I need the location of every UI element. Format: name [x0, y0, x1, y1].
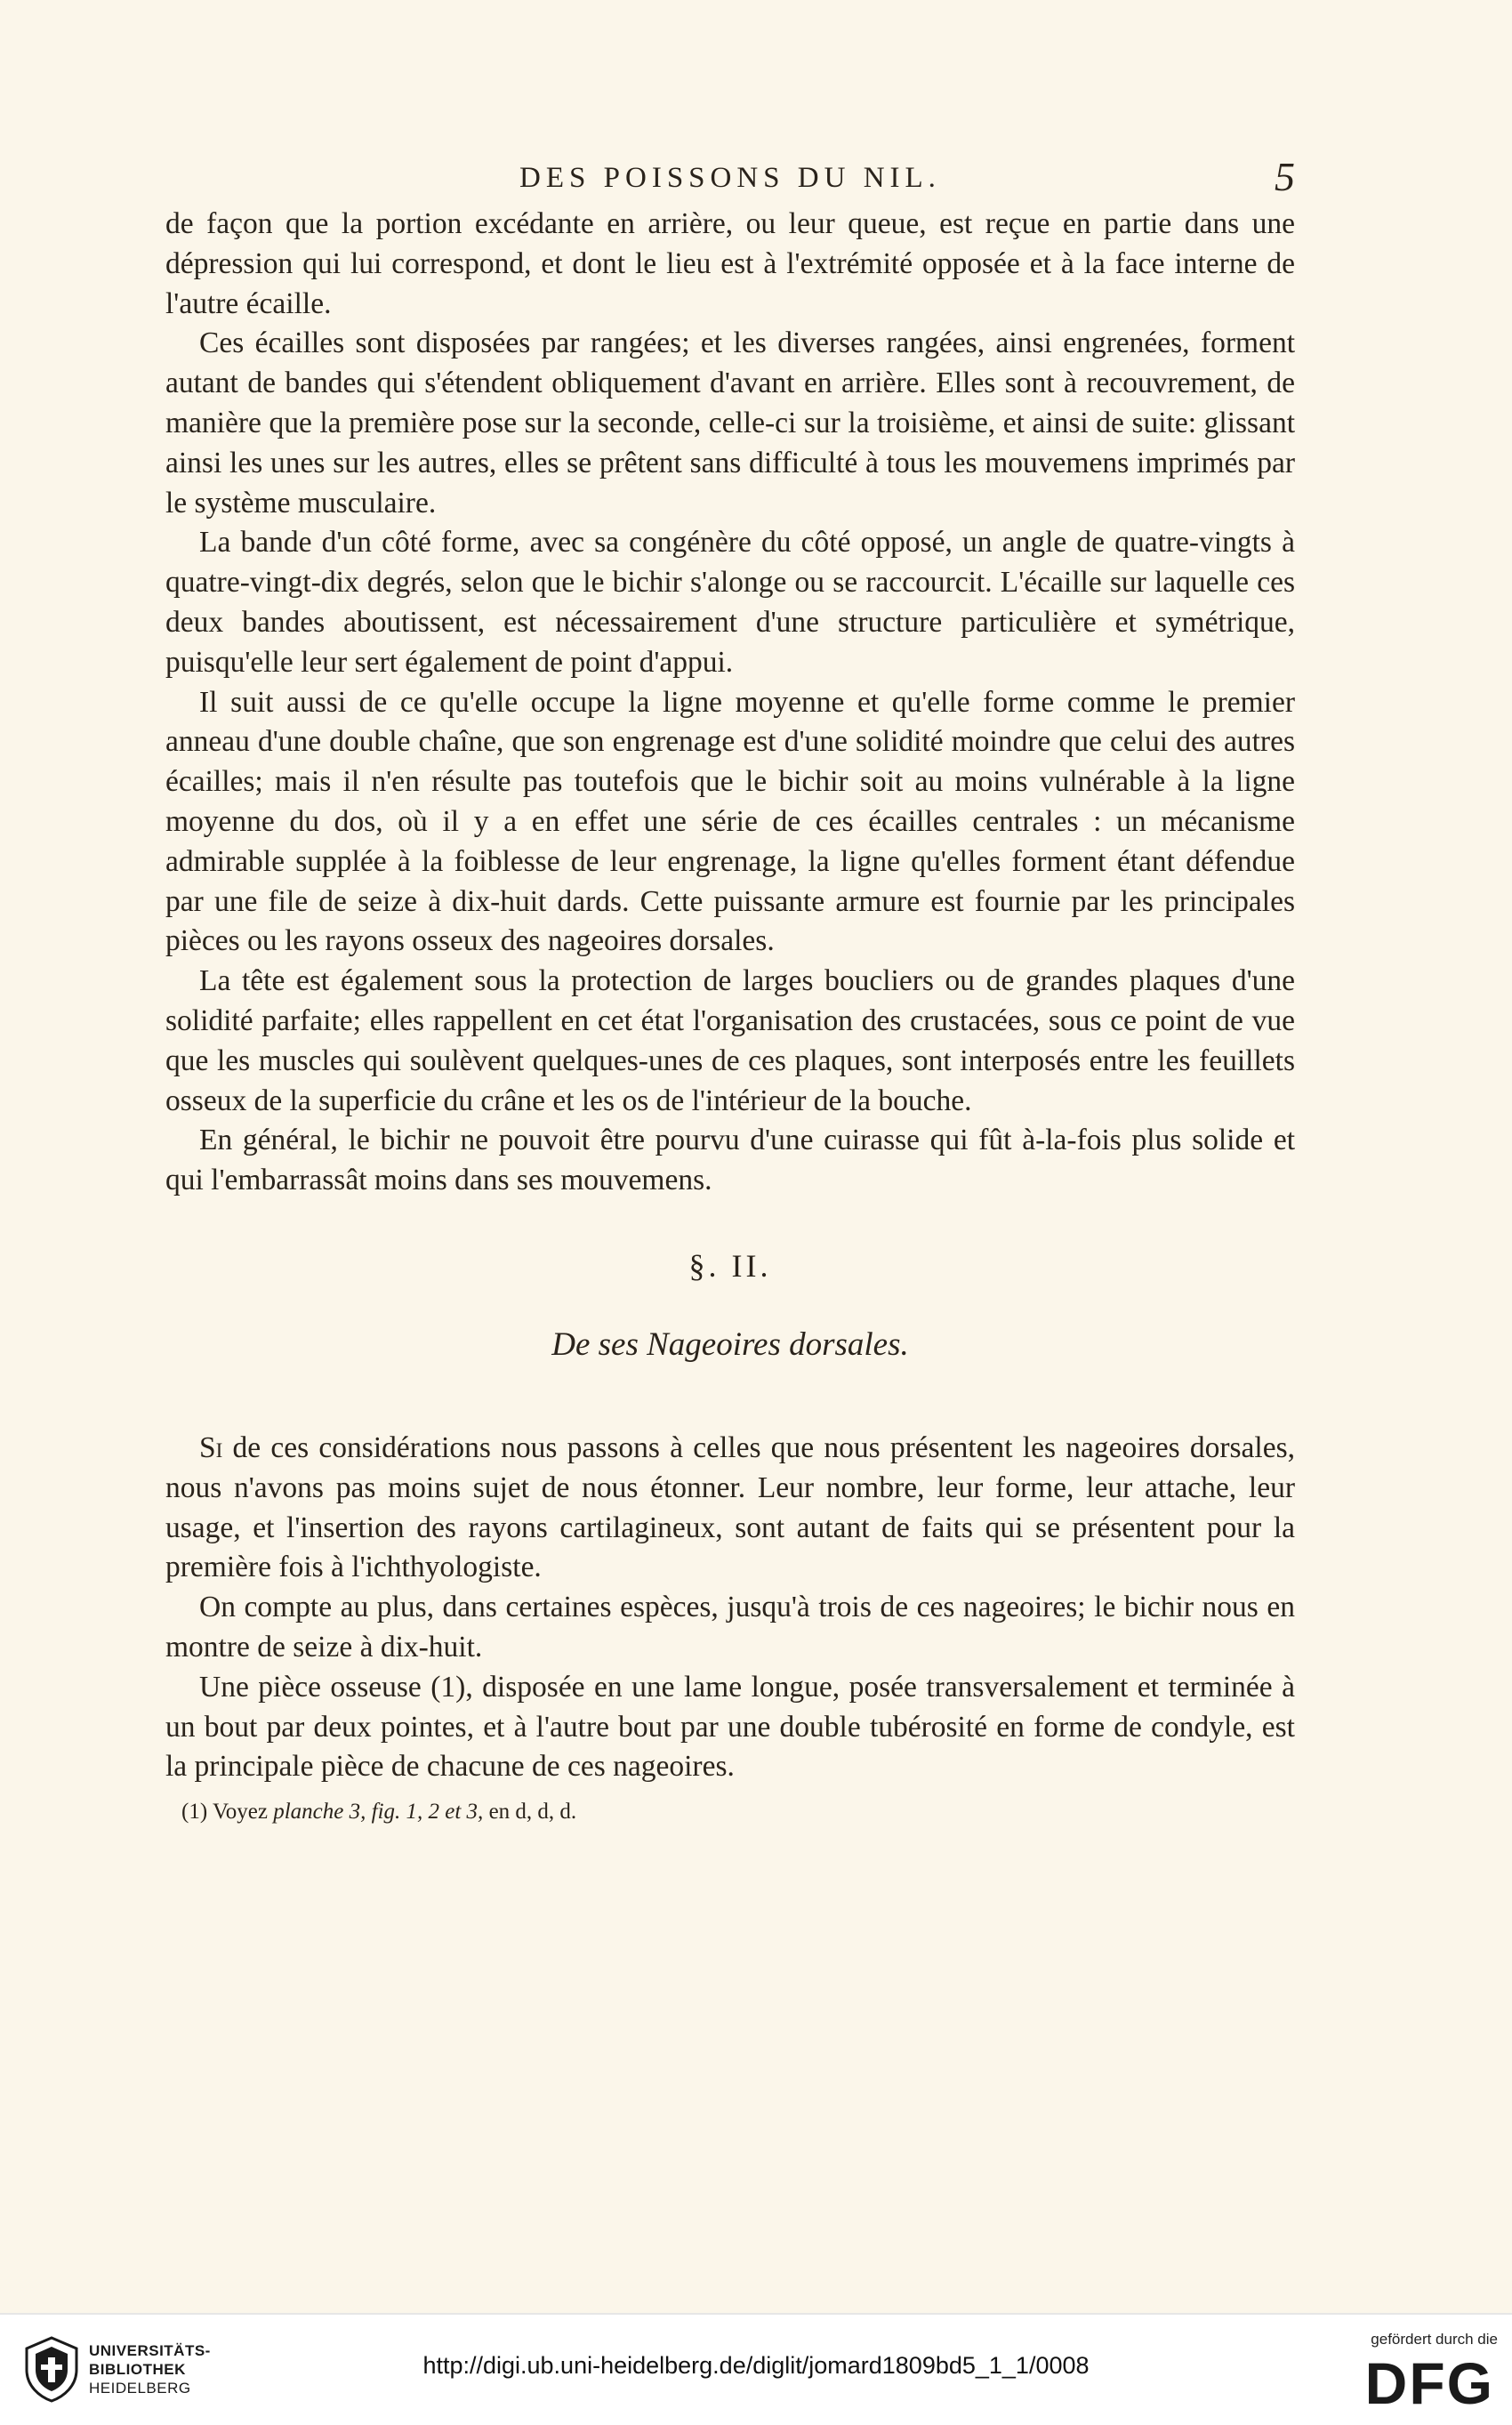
page-number: 5 — [1275, 154, 1295, 199]
footnote-reference: planche 3, fig. 1, 2 et 3, — [273, 1800, 484, 1825]
section-title: De ses Nageoires dorsales. — [551, 1325, 909, 1363]
running-head — [165, 151, 1295, 205]
institution-line: UNIVERSITÄTS- — [89, 2342, 211, 2359]
dfg-logo: DFG — [1364, 2350, 1494, 2416]
footnote — [165, 1800, 1295, 1825]
institution-line: BIBLIOTHEK — [89, 2361, 186, 2378]
body-text — [165, 205, 1295, 1201]
paragraph: En général, le bichir ne pouvoit être pourvu d'une cuirasse qui fût à-la-fois plus solide et qui l'embarrassât moins dans ses mouvemens. — [165, 1124, 1295, 1197]
paragraph: Une pièce osseuse (1), disposée en une lame longue, posée transversalement et terminée à un bout par deux pointes, et à l'autre bout par une double tubérosité en forme de condyle, est la principale pièce de chacune de ces nageoires. — [165, 1670, 1295, 1784]
footnote-marker: (1) — [181, 1800, 208, 1825]
paragraph: La tête est également sous la protection de larges boucliers ou de grandes plaques d'une solidité parfaite; elles rappellent en cet état l'organisation des crustacées, sous ce point de vue que les muscles qui soulèvent quelques-unes de ces plaques, sont interposés entre les feuillets osseux de la superficie du crâne et les os de l'intérieur de la bouche. — [165, 964, 1295, 1117]
paragraph-rest: de ces considérations nous passons à celles que nous présentent les nageoires dorsales, nous n'avons pas moins sujet de nous étonner. Leur nombre, leur forme, leur attache, leur usage, et l'insertion des rayons cartilagineux, sont autant de faits qui se présentent pour la première fois à l'ichthyologiste. — [165, 1430, 1295, 1584]
page-content — [165, 151, 1295, 1825]
paragraph: Ces écailles sont disposées par rangées; et les diverses rangées, ainsi engrenées, forment autant de bandes qui s'étendent obliquement d'avant en arrière. Elles sont à recouvrement, de manière que la première pose sur la seconde, celle-ci sur la troisième, et ainsi de suite: glissant ainsi les unes sur les autres, elles se prêtent sans difficulté à tous les mouvemens imprimés par le système musculaire. — [165, 326, 1295, 520]
footnote-tail: en d, d, d. — [483, 1800, 577, 1825]
section-mark: §. II. — [688, 1247, 772, 1284]
paragraph: On compte au plus, dans certaines espèces, jusqu'à trois de ces nageoires; le bichir nous en montre de seize à dix-huit. — [165, 1591, 1295, 1664]
paragraph: La bande d'un côté forme, avec sa congénère du côté opposé, un angle de quatre-vingts à quatre-vingt-dix degrés, selon que le bichir s'alonge ou se raccourcit. L'écaille sur laquelle ces deux bandes aboutissent, est nécessairement d'une structure particulière et symétrique, puisqu'elle leur sert également de point d'appui. — [165, 526, 1295, 679]
running-title: DES POISSONS DU NIL. — [519, 162, 941, 194]
footnote-lead: Voyez — [207, 1800, 274, 1825]
institution-line: HEIDELBERG — [89, 2380, 191, 2397]
footer-bar — [0, 2313, 1512, 2425]
paragraph — [165, 1429, 1295, 1588]
permalink-url[interactable]: http://digi.ub.uni-heidelberg.de/diglit/jomard1809bd5_1_1/0008 — [422, 2352, 1090, 2379]
lead-word: Si — [199, 1430, 223, 1464]
paragraph: de façon que la portion excédante en arrière, ou leur queue, est reçue en partie dans une dépression qui lui correspond, et dont le lieu est à l'extrémité opposée et à la face interne de l'autre écaille. — [165, 207, 1295, 320]
section-text — [165, 1429, 1295, 1787]
paragraph: Il suit aussi de ce qu'elle occupe la ligne moyenne et qu'elle forme comme le premier anneau d'une double chaîne, que son engrenage est d'une solidité moindre que celui des autres écailles; mais il n'en résulte pas toutefois que le bichir soit au moins vulnérable à la ligne moyenne du dos, où il y a en effet une série de ces écailles centrales : un mécanisme admirable supplée à la foiblesse de leur engrenage, la ligne qu'elles forment étant défendue par une file de seize à dix-huit dards. Cette puissante armure est fournie par les principales pièces ou les rayons osseux des nageoires dorsales. — [165, 685, 1295, 958]
funder-label: gefördert durch die — [1371, 2331, 1498, 2348]
